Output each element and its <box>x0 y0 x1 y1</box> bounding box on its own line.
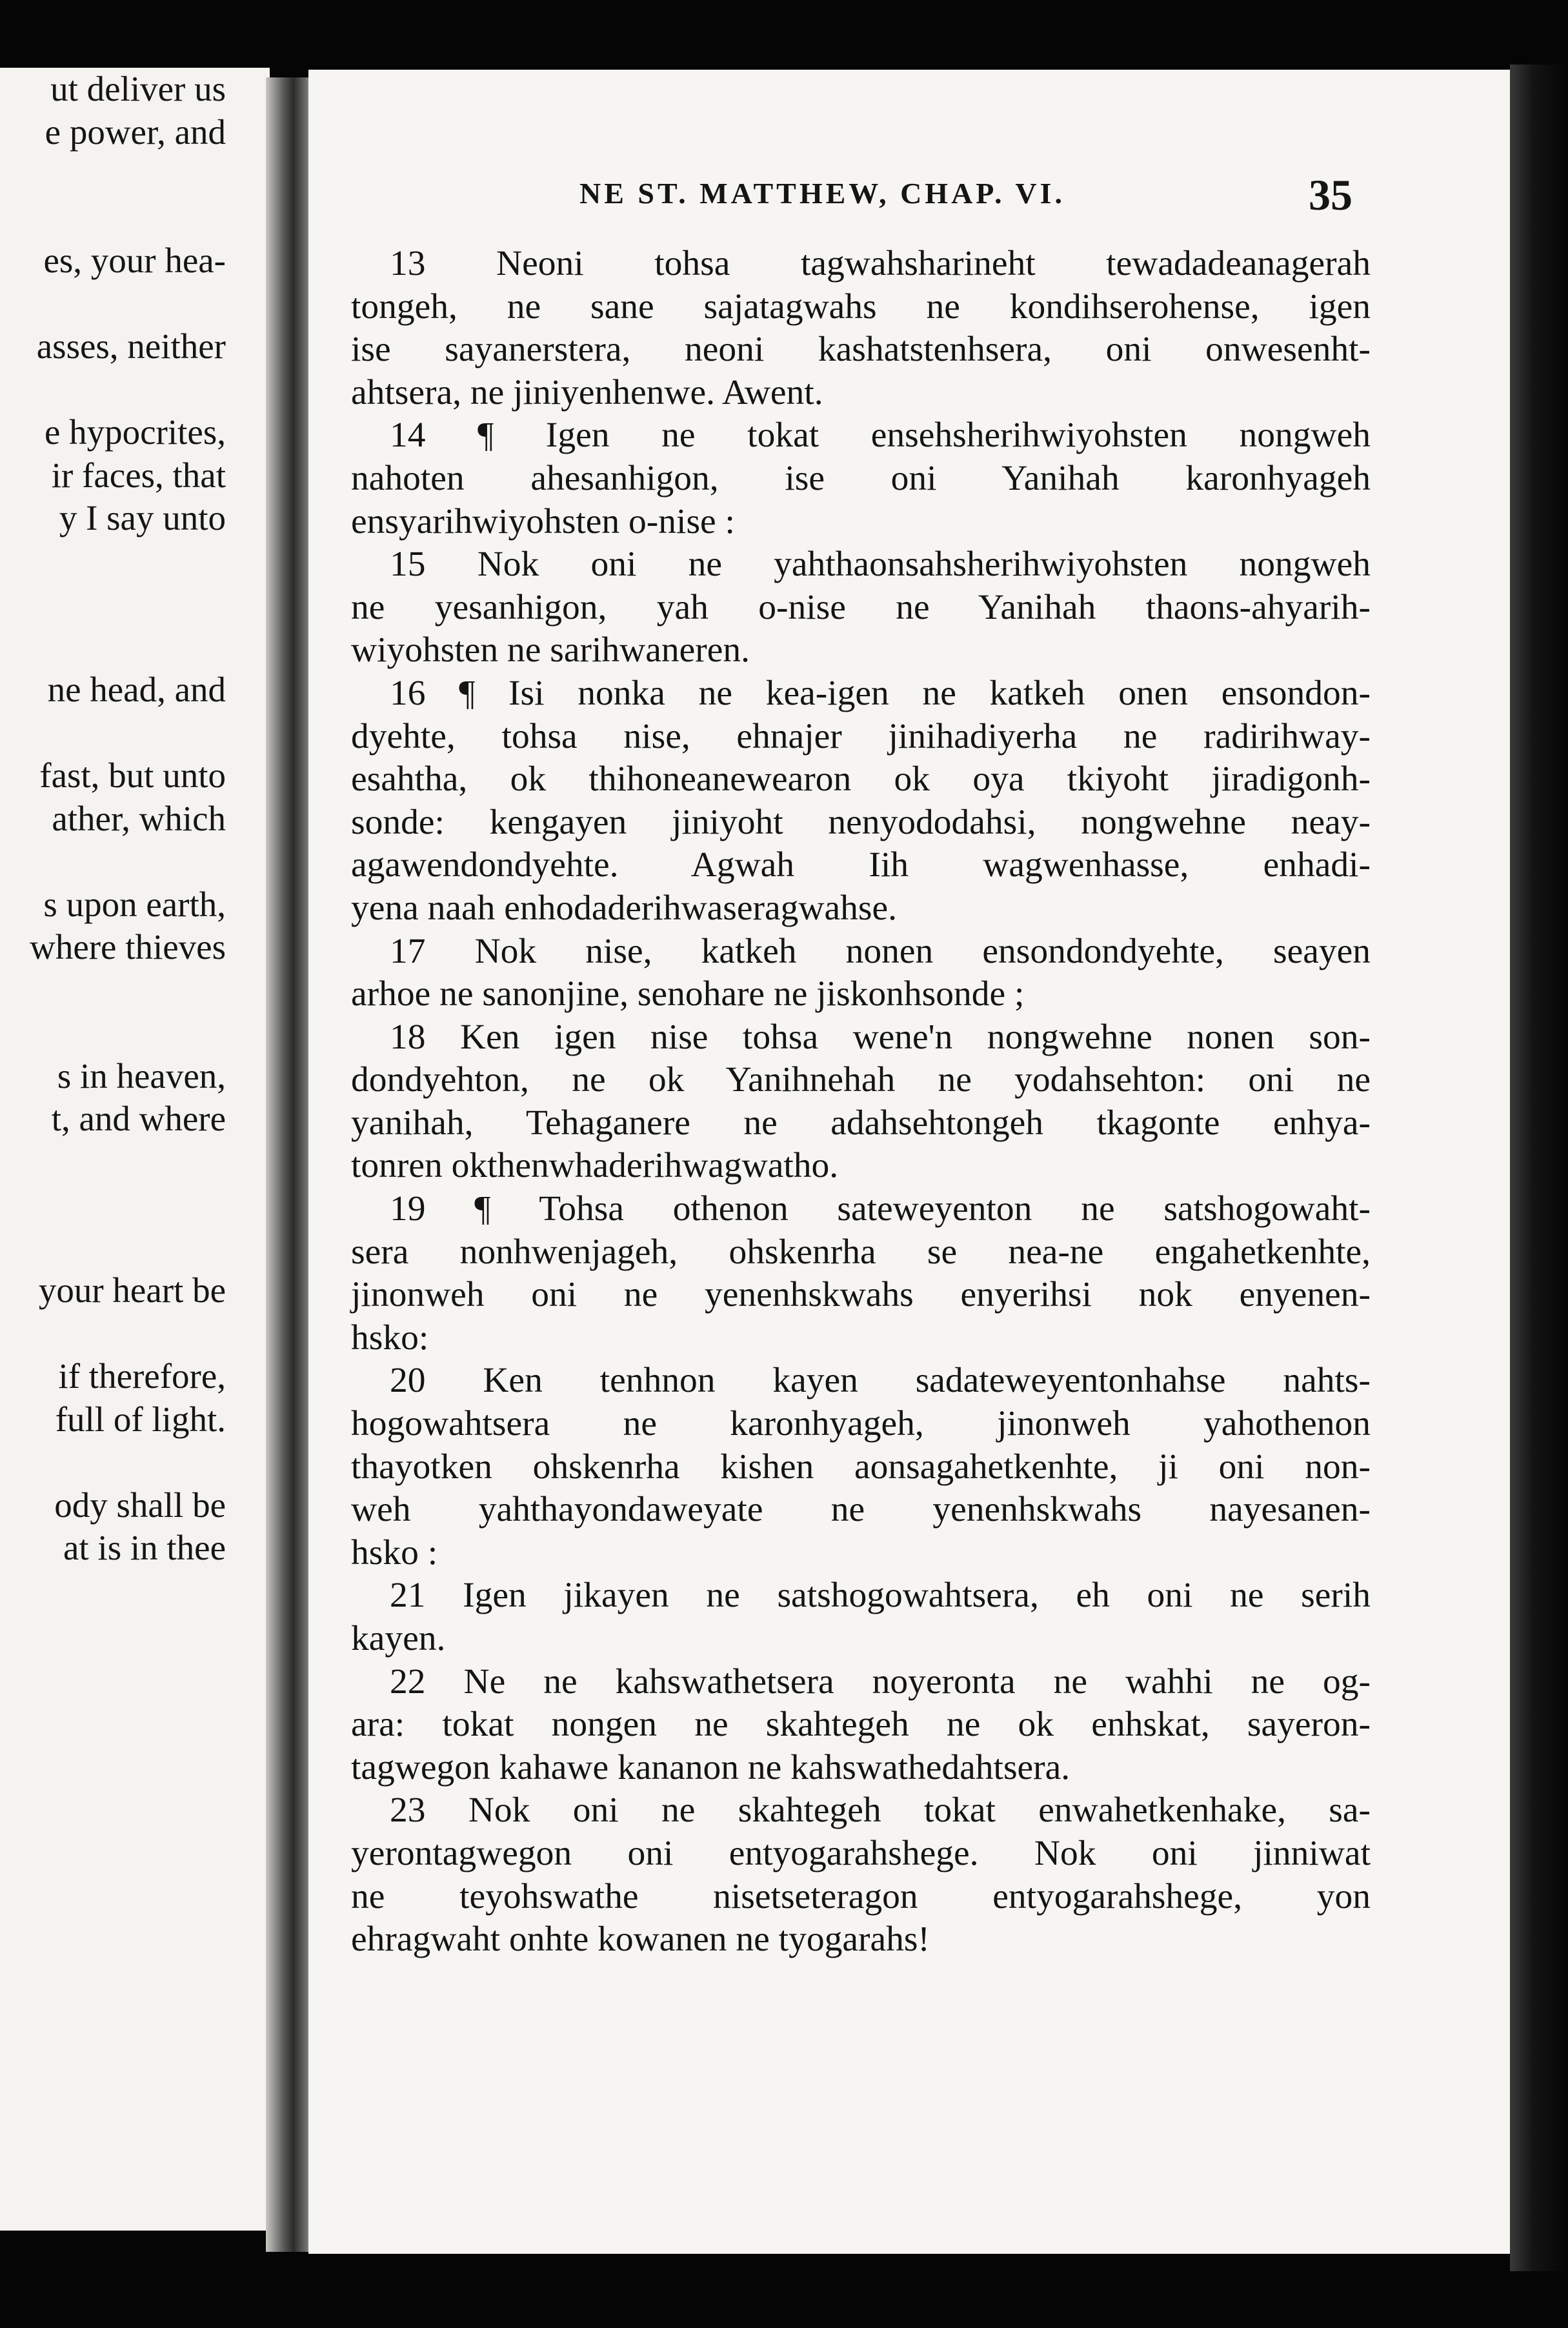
left-facing-page <box>0 68 270 2231</box>
left-page-line: your heart be <box>38 1270 226 1310</box>
verse-line: yanihah, Tehaganere ne adahsehtongeh tkagonte enhya- <box>351 1103 1371 1143</box>
verse-23 <box>351 1789 1371 1961</box>
verse-22 <box>351 1661 1371 1790</box>
left-page-line: ir faces, that <box>51 455 226 495</box>
page-number: 35 <box>1309 170 1352 219</box>
verse-line: nahoten ahesanhigon, ise oni Yanihah karonhyageh <box>351 458 1371 498</box>
verse-line: 21 Igen jikayen ne satshogowahtsera, eh oni ne serih <box>390 1576 1371 1616</box>
left-page-line: if therefore, <box>58 1356 226 1396</box>
verse-18 <box>351 1016 1371 1188</box>
chapter-text <box>351 243 1371 1962</box>
verse-line: ise sayanerstera, neoni kashatstenhsera, oni onwesenht- <box>351 330 1371 370</box>
verse-line: 19 ¶ Tohsa othenon sateweyenton ne satshogowaht- <box>390 1189 1371 1229</box>
left-page-line: ather, which <box>52 798 226 838</box>
left-page-line: full of light. <box>55 1399 226 1439</box>
left-page-line <box>0 1312 226 1356</box>
left-page-line <box>0 540 226 583</box>
left-page-line <box>0 712 226 755</box>
verse-line: sonde: kengayen jiniyoht nenyododahsi, nongwehne neay- <box>351 802 1371 842</box>
verse-line: 22 Ne ne kahswathetsera noyeronta ne wahhi ne og- <box>390 1661 1371 1701</box>
left-page-text <box>0 68 226 1570</box>
left-page-line: e power, and <box>45 112 226 152</box>
left-page-line <box>0 583 226 626</box>
left-page-line: t, and where <box>51 1099 226 1138</box>
verse-line: tagwegon kahawe kananon ne kahswathedahtsera. <box>351 1747 1070 1787</box>
left-page-line: ne head, and <box>47 670 226 709</box>
left-page-line <box>0 283 226 326</box>
left-page-line: ody shall be <box>54 1485 226 1525</box>
left-page-line: es, your hea- <box>43 241 226 280</box>
verse-line: ne teyohswathe nisetseteragon entyogarahshege, yon <box>351 1876 1371 1916</box>
verse-line: tongeh, ne sane sajatagwahs ne kondihserohense, igen <box>351 286 1371 326</box>
verse-line: sera nonhwenjageh, ohskenrha se nea-ne engahetkenhte, <box>351 1232 1371 1272</box>
verse-line: hogowahtsera ne karonhyageh, jinonweh yahothenon <box>351 1404 1371 1444</box>
verse-line: yerontagwegon oni entyogarahshege. Nok oni jinniwat <box>351 1833 1371 1873</box>
verse-line: dyehte, tohsa nise, ehnajer jinihadiyerha ne radirihway- <box>351 716 1371 756</box>
left-page-line: where thieves <box>30 927 226 967</box>
verse-line: ehragwaht onhte kowanen ne tyogarahs! <box>351 1920 930 1960</box>
right-page <box>308 70 1516 2254</box>
verse-line: weh yahthayondaweyate ne yenenhskwahs nayesanen- <box>351 1490 1371 1530</box>
verse-line: hsko: <box>351 1318 429 1358</box>
verse-line: 17 Nok nise, katkeh nonen ensondondyehte, seayen <box>390 931 1371 971</box>
left-page-line <box>0 197 226 240</box>
left-page-line: e hypocrites, <box>44 412 226 452</box>
verse-15 <box>351 543 1371 672</box>
verse-line: hsko : <box>351 1532 438 1572</box>
verse-line: 20 Ken tenhnon kayen sadateweyentonhahse nahts- <box>390 1361 1371 1401</box>
left-page-line: fast, but unto <box>39 756 226 795</box>
verse-line: 15 Nok oni ne yahthaonsahsherihwiyohsten nongweh <box>390 545 1371 585</box>
left-page-line <box>0 1227 226 1270</box>
verse-line: jinonweh oni ne yenenhskwahs enyerihsi nok enyenen- <box>351 1275 1371 1315</box>
verse-line: wiyohsten ne sarihwaneren. <box>351 630 750 670</box>
left-page-line <box>0 1183 226 1227</box>
left-page-line <box>0 626 226 669</box>
verse-line: tonren okthenwhaderihwagwatho. <box>351 1146 839 1186</box>
verse-21 <box>351 1574 1371 1660</box>
left-page-line: at is in thee <box>63 1528 226 1567</box>
verse-17 <box>351 930 1371 1016</box>
left-page-line <box>0 1441 226 1484</box>
verse-line: esahtha, ok thihoneanewearon ok oya tkiyoht jiradigonh- <box>351 759 1371 799</box>
verse-line: ara: tokat nongen ne skahtegeh ne ok enhskat, sayeron- <box>351 1705 1371 1745</box>
page-edge-shadow <box>1510 65 1568 2271</box>
running-title: NE ST. MATTHEW, CHAP. VI. <box>579 177 1065 210</box>
verse-line: ne yesanhigon, yah o-nise ne Yanihah thaons-ahyarih- <box>351 587 1371 627</box>
verse-13 <box>351 243 1371 414</box>
verse-line: dondyehton, ne ok Yanihnehah ne yodahsehton: oni ne <box>351 1060 1371 1100</box>
verse-line: thayotken ohskenrha kishen aonsagahetkenhte, ji oni non- <box>351 1447 1371 1487</box>
verse-line: ensyarihwiyohsten o-nise : <box>351 501 735 541</box>
left-page-line: ut deliver us <box>50 69 226 108</box>
left-page-line: asses, neither <box>36 326 226 366</box>
running-head <box>308 170 1516 221</box>
left-page-line: y I say unto <box>59 498 226 537</box>
verse-16 <box>351 672 1371 930</box>
verse-line: 23 Nok oni ne skahtegeh tokat enwahetkenhake, sa- <box>390 1791 1371 1831</box>
verse-line: kayen. <box>351 1619 446 1658</box>
verse-20 <box>351 1360 1371 1574</box>
left-page-line: s upon earth, <box>43 884 226 924</box>
left-page-line <box>0 368 226 412</box>
verse-line: 13 Neoni tohsa tagwahsharineht tewadadeanagerah <box>390 244 1371 283</box>
verse-line: 18 Ken igen nise tohsa wene'n nongwehne nonen son- <box>390 1017 1371 1057</box>
verse-line: 16 ¶ Isi nonka ne kea-igen ne katkeh onen ensondon- <box>390 673 1371 713</box>
left-page-line <box>0 154 226 197</box>
left-page-line <box>0 969 226 1012</box>
verse-line: agawendondyehte. Agwah Iih wagwenhasse, enhadi- <box>351 845 1371 885</box>
left-page-line <box>0 1012 226 1055</box>
verse-line: arhoe ne sanonjine, senohare ne jiskonhsonde ; <box>351 974 1025 1014</box>
left-page-line <box>0 840 226 883</box>
left-page-line <box>0 1141 226 1184</box>
verse-line: ahtsera, ne jiniyenhenwe. Awent. <box>351 372 823 412</box>
verse-14 <box>351 414 1371 543</box>
verse-line: yena naah enhodaderihwaseragwahse. <box>351 888 897 928</box>
verse-19 <box>351 1188 1371 1360</box>
left-page-line: s in heaven, <box>57 1056 226 1096</box>
verse-line: 14 ¶ Igen ne tokat ensehsherihwiyohsten nongweh <box>390 416 1371 456</box>
